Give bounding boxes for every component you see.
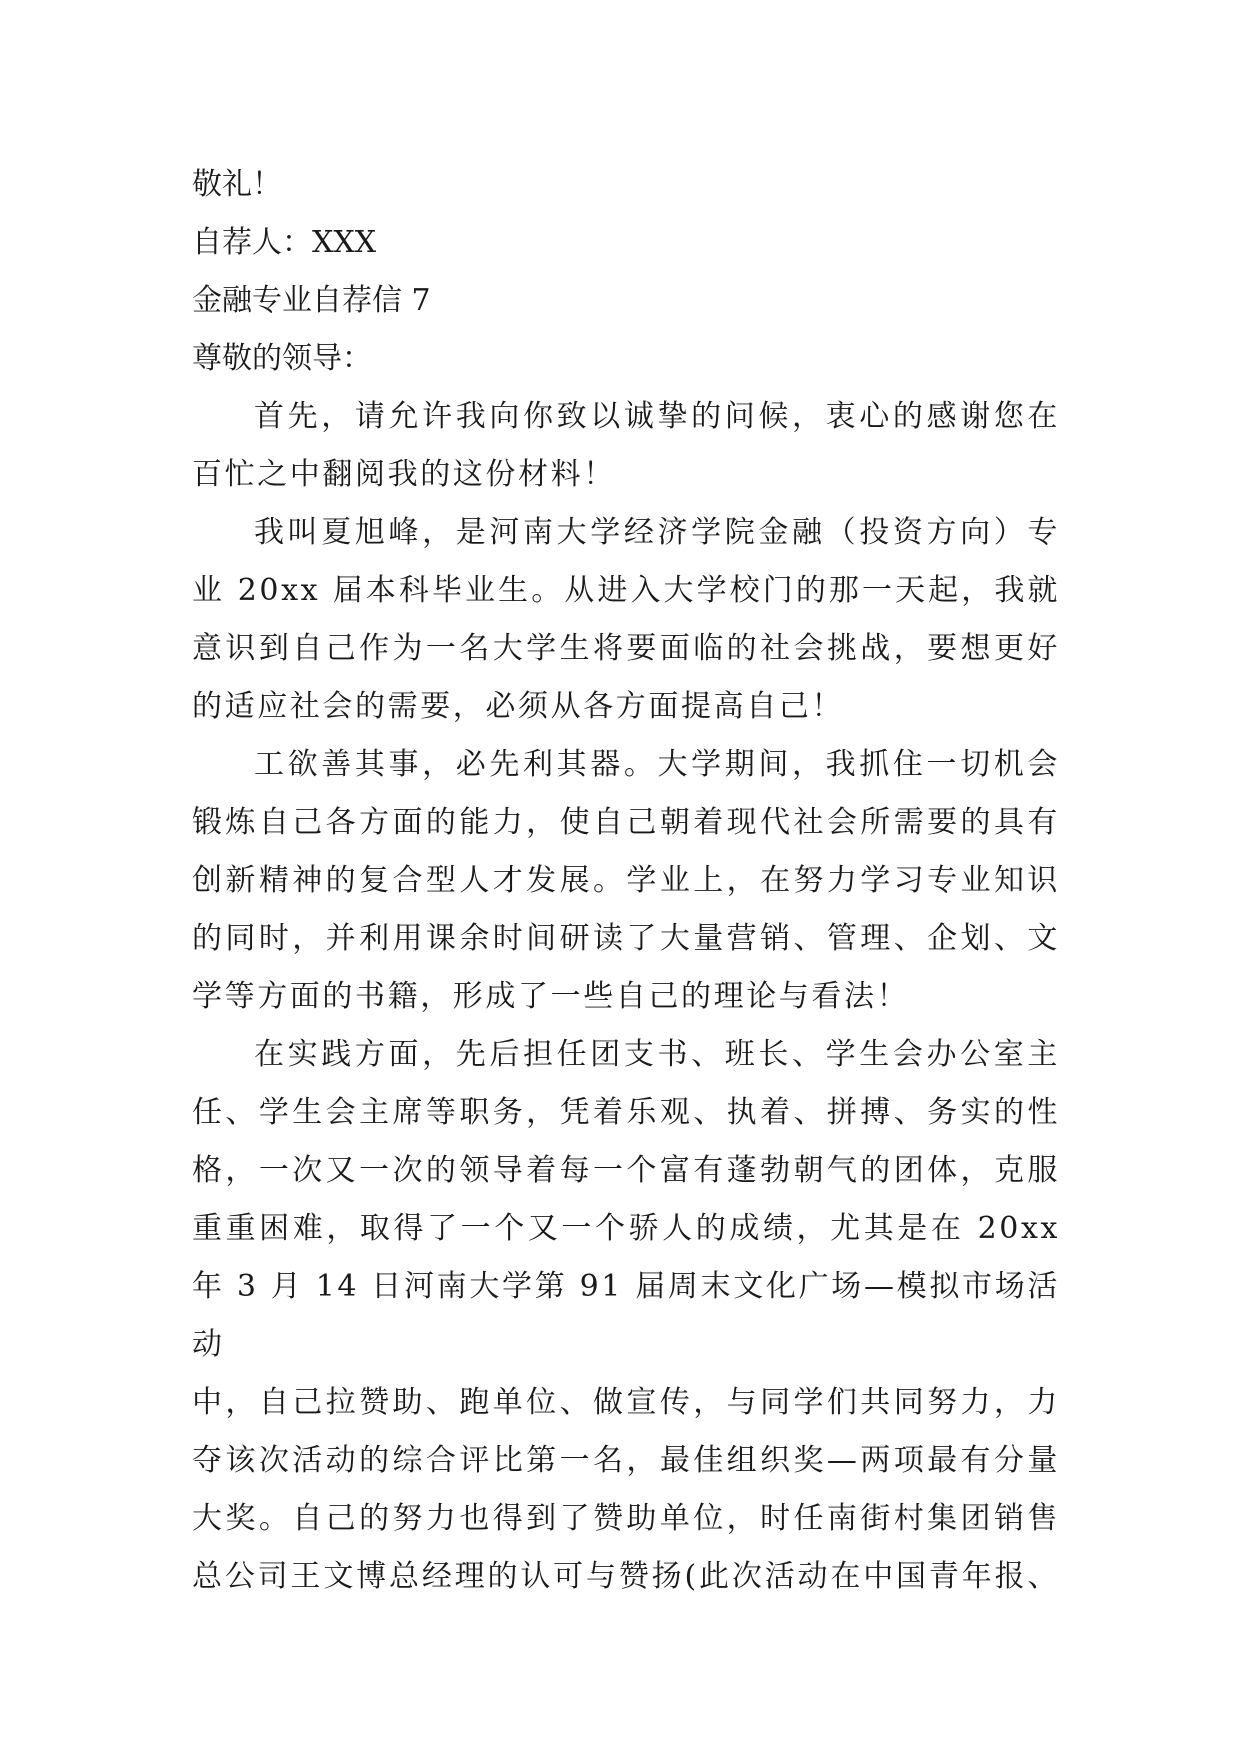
- paragraph-line: 任、学生会主席等职务，凭着乐观、执着、拼搏、务实的性: [192, 1095, 1060, 1130]
- letter-body: [192, 156, 1060, 1606]
- paragraph-4: [192, 1026, 1060, 1606]
- paragraph-line: 锻炼自己各方面的能力，使自己朝着现代社会所需要的具有: [192, 805, 1060, 840]
- paragraph-line: 年 3 月 14 日河南大学第 91 届周末文化广场—模拟市场活动: [192, 1269, 1060, 1362]
- paragraph-line: 在实践方面，先后担任团支书、班长、学生会办公室主: [254, 1037, 1060, 1072]
- paragraph-2: [192, 504, 1060, 736]
- paragraph-line: 意识到自己作为一名大学生将要面临的社会挑战，要想更好: [192, 631, 1060, 666]
- paragraph-3: [192, 736, 1060, 1026]
- paragraph-line: 百忙之中翻阅我的这份材料！: [192, 457, 616, 492]
- paragraph-line: 我叫夏旭峰，是河南大学经济学院金融（投资方向）专: [254, 515, 1060, 550]
- paragraph-line: 工欲善其事，必先利其器。大学期间，我抓住一切机会: [254, 747, 1060, 782]
- paragraph-line: 总公司王文博总经理的认可与赞扬(此次活动在中国青年报、: [192, 1559, 1060, 1594]
- paragraph-line: 学等方面的书籍，形成了一些自己的理论与看法！: [192, 979, 910, 1014]
- paragraph-line: 创新精神的复合型人才发展。学业上，在努力学习专业知识: [192, 863, 1060, 898]
- paragraph-line: 中，自己拉赞助、跑单位、做宣传，与同学们共同努力，力: [192, 1385, 1060, 1420]
- letter-heading: 金融专业自荐信 7: [192, 283, 431, 318]
- paragraph-line: 夺该次活动的综合评比第一名，最佳组织奖—两项最有分量: [192, 1443, 1060, 1478]
- paragraph-line: 大奖。自己的努力也得到了赞助单位，时任南街村集团销售: [192, 1501, 1060, 1536]
- paragraph-line: 首先，请允许我向你致以诚挚的问候，衷心的感谢您在: [254, 399, 1060, 434]
- paragraph-line: 格，一次又一次的领导着每一个富有蓬勃朝气的团体，克服: [192, 1153, 1060, 1188]
- paragraph-line: 的同时，并利用课余时间研读了大量营销、管理、企划、文: [192, 921, 1060, 956]
- closing-text: 敬礼！: [192, 167, 282, 202]
- paragraph-1: [192, 388, 1060, 504]
- salutation: 尊敬的领导：: [192, 341, 372, 376]
- paragraph-line: 重重困难，取得了一个又一个骄人的成绩，尤其是在 20xx: [192, 1211, 1060, 1246]
- paragraph-line: 业 20xx 届本科毕业生。从进入大学校门的那一天起，我就: [192, 573, 1060, 608]
- paragraph-line: 的适应社会的需要，必须从各方面提高自己！: [192, 689, 844, 724]
- signature-line: 自荐人：XXX: [192, 225, 377, 260]
